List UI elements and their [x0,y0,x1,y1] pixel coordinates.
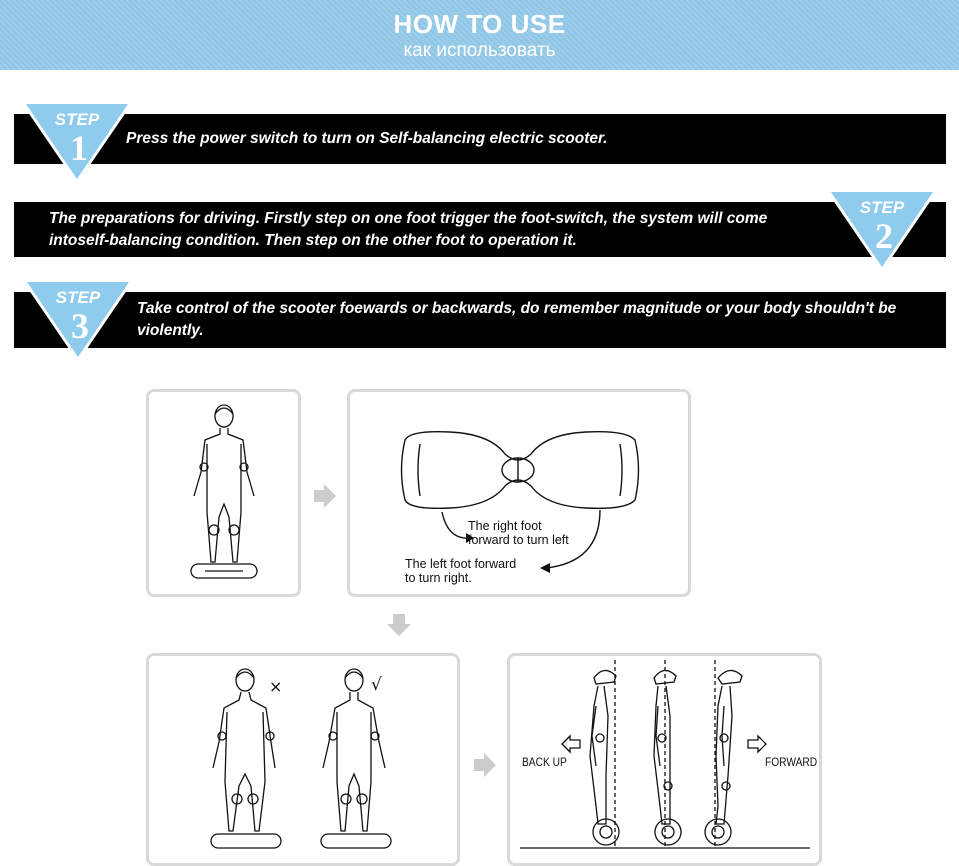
step-1-number: 1 [70,128,88,168]
step-3-number: 3 [71,306,89,346]
page-title: HOW TO USE [393,9,566,39]
page-subtitle: как использовать [403,40,556,61]
left-foot-note: The left foot forward to turn right. [405,557,517,585]
connector-arrow-down [387,614,411,636]
panel-standing-person [146,389,301,597]
step-1-label: STEP [54,110,100,129]
panel-posture-comparison [146,653,460,866]
connector-arrow-right-2 [474,753,496,777]
scooter-top-view-illustration [350,392,688,594]
step-2-number: 2 [875,216,893,256]
panel-turning-diagram [347,389,691,597]
standing-person-illustration [149,392,298,594]
right-foot-note: The right foot forward to turn left [468,519,569,547]
forward-label: FORWARD [765,755,818,769]
step-2-bar [14,202,946,257]
panel-direction-control [507,653,822,866]
right-posture-mark: √ [371,675,382,695]
header-banner [0,0,959,70]
step-3-badge [22,280,134,362]
wrong-posture-mark: × [269,677,283,696]
step-2-label: STEP [859,198,905,217]
step-2-badge [826,190,938,272]
step-3-text: Take control of the scooter foewards or backwards, do remember magnitude or your body shouldn't be violently. [137,300,897,339]
posture-illustration [149,656,457,866]
step-1-text: Press the power switch to turn on Self-balancing electric scooter. [126,130,608,147]
connector-arrow-right-1 [314,484,336,508]
step-3-bar [14,292,946,348]
back-up-label: BACK UP [522,755,567,769]
step-1-bar [14,114,946,164]
step-1-badge [21,102,133,184]
step-2-text: The preparations for driving. Firstly step on one foot trigger the foot-switch, the system will come intoself-balancing condition. Then step on the other foot to operation it. [49,209,768,249]
step-3-label: STEP [55,288,101,307]
